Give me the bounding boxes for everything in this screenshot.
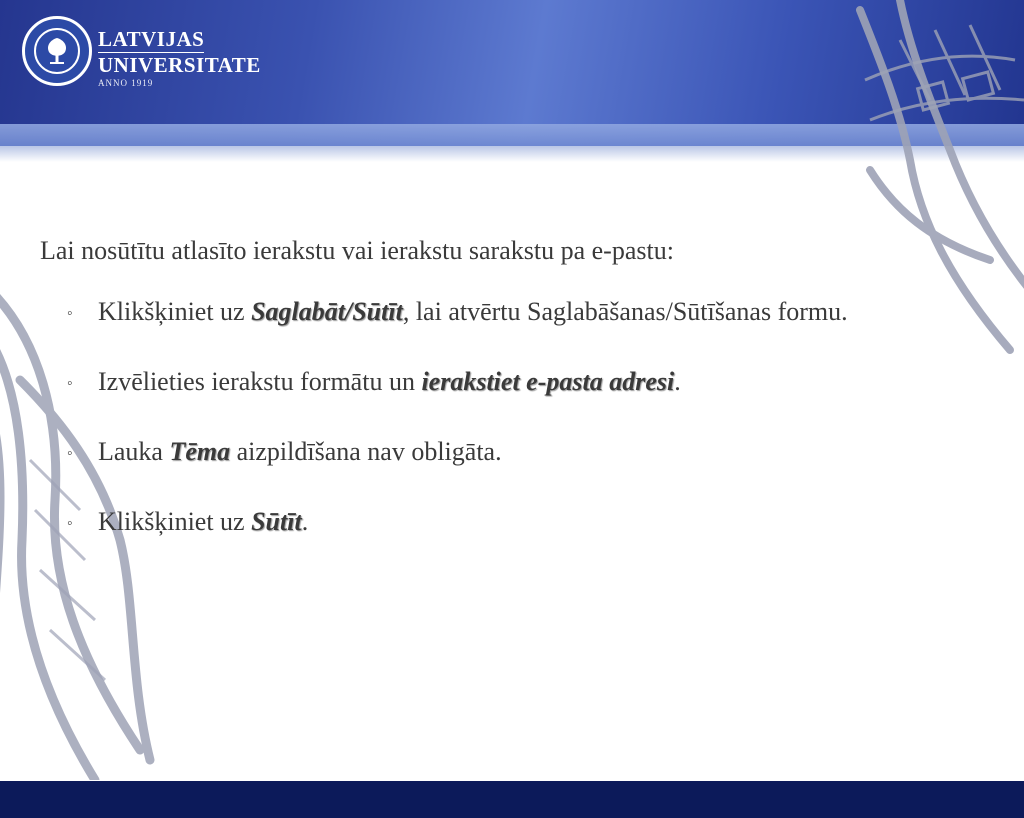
footer-bar <box>0 781 1024 818</box>
list-item <box>40 296 980 328</box>
list-item <box>40 366 980 398</box>
university-logo <box>22 16 282 94</box>
header-banner <box>0 0 1024 160</box>
bullet-text: Lauka <box>98 437 170 466</box>
header-fade <box>0 146 1024 162</box>
logo-name-line2: UNIVERSITATE <box>98 53 261 77</box>
bullet-emphasis: ierakstiet e-pasta adresi <box>421 367 675 396</box>
bullet-text: . <box>674 367 681 396</box>
bullet-text: aizpildīšana nav obligāta. <box>230 437 502 466</box>
intro-text: Lai nosūtītu atlasīto ierakstu vai ierakstu sarakstu pa e-pastu: <box>40 236 674 265</box>
bullet-icon: ◦ <box>67 375 73 392</box>
header-band <box>0 124 1024 146</box>
bullet-text: Klikšķiniet uz <box>98 507 252 536</box>
bullet-text: Klikšķiniet uz <box>98 297 252 326</box>
bullet-icon: ◦ <box>67 305 73 322</box>
university-wordmark <box>98 28 261 89</box>
list-item <box>40 436 980 468</box>
bullet-emphasis: Sūtīt <box>251 507 302 536</box>
bullet-text: Izvēlieties ierakstu formātu un <box>98 367 422 396</box>
slide-content <box>40 234 980 576</box>
logo-name-line1: LATVIJAS <box>98 27 205 51</box>
instruction-list <box>40 296 980 538</box>
logo-tagline: ANNO 1919 <box>98 78 154 88</box>
list-item <box>40 506 980 538</box>
bullet-text: . <box>301 507 309 536</box>
bullet-text: , lai atvērtu Saglabāšanas/Sūtīšanas formu. <box>402 297 848 326</box>
bullet-icon: ◦ <box>67 445 73 462</box>
university-seal-icon <box>22 16 92 86</box>
bullet-emphasis: Tēma <box>169 437 231 466</box>
bullet-icon: ◦ <box>67 515 73 532</box>
bullet-emphasis: Saglabāt/Sūtīt <box>251 297 403 326</box>
